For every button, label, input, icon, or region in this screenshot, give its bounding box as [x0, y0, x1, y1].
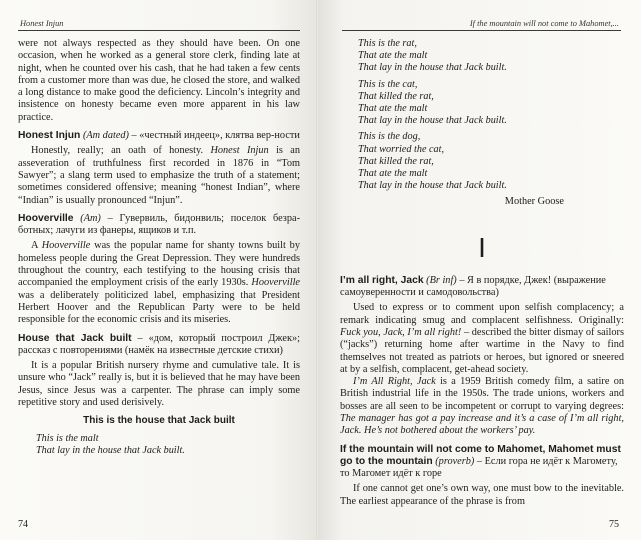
verse-line: This is the malt: [36, 432, 99, 444]
poem-stanza: [18, 433, 300, 457]
entry-headword: House that Jack built: [18, 332, 132, 344]
intro-paragraph: were not always respected as they should have been. On one occasion, when he worked as a general store clerk, finding late at night, when he counted over his cash, that he had taken a few cents from a customer more than was due, he closed the store, and walked a long distance to make good the deficiency. Lincoln’s integrity and insistence on honesty became even more apparent in his law practice.: [18, 38, 300, 123]
entry-definition: A Hooverville was the popular name for shanty towns built by homeless people during the Great Depression. They were hundreds throughout the country, each testifying to the housing crisis that accompanied the employment crisis of the early 1930s. Hooverville was a deliberately politicized label, emphasizing that President Herbert Hoover and the Republican Party were to be held responsible for the economic crisis and its miseries.: [18, 240, 300, 326]
poem-stanza: [340, 131, 624, 192]
left-page: [0, 0, 318, 540]
poem-credit: Mother Goose: [504, 196, 564, 208]
verse-line: That lay in the house that Jack built.: [358, 180, 507, 192]
right-page: [318, 0, 641, 540]
entry-headword: Hooverville: [18, 212, 74, 224]
entry-headword: If the mountain will not come to Mahomet, Mahomet must go to the mountain: [340, 443, 621, 467]
section-letter: I: [478, 231, 486, 263]
page-number-left: 74: [18, 519, 28, 530]
poem-stanza: [340, 38, 624, 75]
header-rule-right: [342, 30, 621, 31]
entry-russian-gloss: – Я в порядке, Джек! (выражение самоуверенности и самодовольства): [340, 274, 606, 299]
entry-russian-gloss: – Гувервиль, бидонвиль; поселок безра-ботных; лачуги из фанеры, ящиков и т.п.: [18, 212, 301, 237]
entry-definition: If one cannot get one’s own way, one must bow to the inevitable. The earliest appearance of the phrase is from: [340, 483, 624, 507]
entry-headword: I’m all right, Jack: [340, 274, 424, 286]
entry-definition: I’m All Right, Jack is a 1959 British comedy film, a satire on British industrial life in the 1950s. The trade unions, workers and bosses are all seen to be incompetent or corrupt to varying degrees: The manager has got a pay increase and it’s a case of I’m all right, Jack. He’s not bothered about the workers’ pay.: [340, 376, 624, 437]
verse-line: That ate the malt: [358, 168, 428, 180]
header-rule-left: [18, 30, 300, 31]
dictionary-entry-im-all-right-jack: [340, 275, 624, 438]
verse-line: That lay in the house that Jack built.: [358, 115, 507, 127]
entry-headword: Honest Injun: [18, 130, 81, 142]
verse-line: That killed the rat,: [358, 155, 434, 167]
verse-line: This is the cat,: [358, 78, 418, 90]
running-head-right: If the mountain will not come to Mahomet,...: [469, 19, 619, 28]
entry-grammar-note: (proverb): [435, 455, 475, 467]
verse-line: This is the dog,: [358, 131, 421, 143]
verse-line: That ate the malt: [358, 103, 428, 115]
entry-russian-gloss: – «честный индеец», клятва вер-ности: [128, 130, 300, 142]
page-number-right: 75: [609, 519, 619, 530]
poem-title: This is the house that Jack built: [83, 415, 235, 427]
running-head-left: Honest Injun: [20, 19, 64, 28]
entry-definition: It is a popular British nursery rhyme and cumulative tale. It is unsure who “Jack” really is, but it is believed that he may have been Jesus, since Jesus was a carpenter. The phrase can imply some repetitive story and used derisively.: [18, 360, 300, 409]
verse-line: That lay in the house that Jack built.: [358, 62, 507, 74]
verse-line: That killed the rat,: [358, 90, 434, 102]
verse-line: That lay in the house that Jack built.: [36, 444, 185, 456]
verse-line: That worried the cat,: [358, 143, 445, 155]
dictionary-entry-honest-injun: [18, 130, 300, 207]
poem-stanza: [340, 79, 624, 128]
verse-line: That ate the malt: [358, 50, 428, 62]
entry-grammar-note: (Am dated): [82, 130, 129, 142]
entry-russian-gloss: – «дом, который построил Джек»; рассказ с повторениями (намёк на известные детские стихи): [18, 332, 300, 356]
dictionary-entry-mountain-mahomet: [340, 444, 624, 508]
left-text-column: [18, 38, 300, 457]
entry-definition: Used to express or to comment upon selfish complacency; a remark indicating smug and complacent selfishness. Originally: Fuck you, Jack, I’m all right! – described the bitter dismay of sailors (“jacks”) returning home after wartime in the Navy to find themselves not treated as patriots or heroes, but ignored or sneered at by a selfish, complacent, get-ahead society.: [340, 302, 624, 375]
dictionary-entry-hooverville: [18, 213, 300, 327]
entry-grammar-note: (Br inf): [426, 274, 457, 286]
right-text-column: [340, 38, 624, 508]
entry-definition: Honestly, really; an oath of honesty. Honest Injun is an asseveration of truthfulness first recorded in 1876 in “Tom Sawyer”; a slang term used to emphasize the truth of a statement; sometimes considered offensive; meaning “honest Indian”, where “Indian” is usually pronounced “Injun”.: [18, 145, 301, 206]
entry-grammar-note: (Am): [80, 212, 101, 224]
verse-line: This is the rat,: [358, 38, 417, 49]
dictionary-entry-house-that-jack-built: [18, 333, 300, 457]
entry-russian-gloss: – Если гора не идёт к Магомету, то Магомет идёт к горе: [340, 455, 618, 480]
